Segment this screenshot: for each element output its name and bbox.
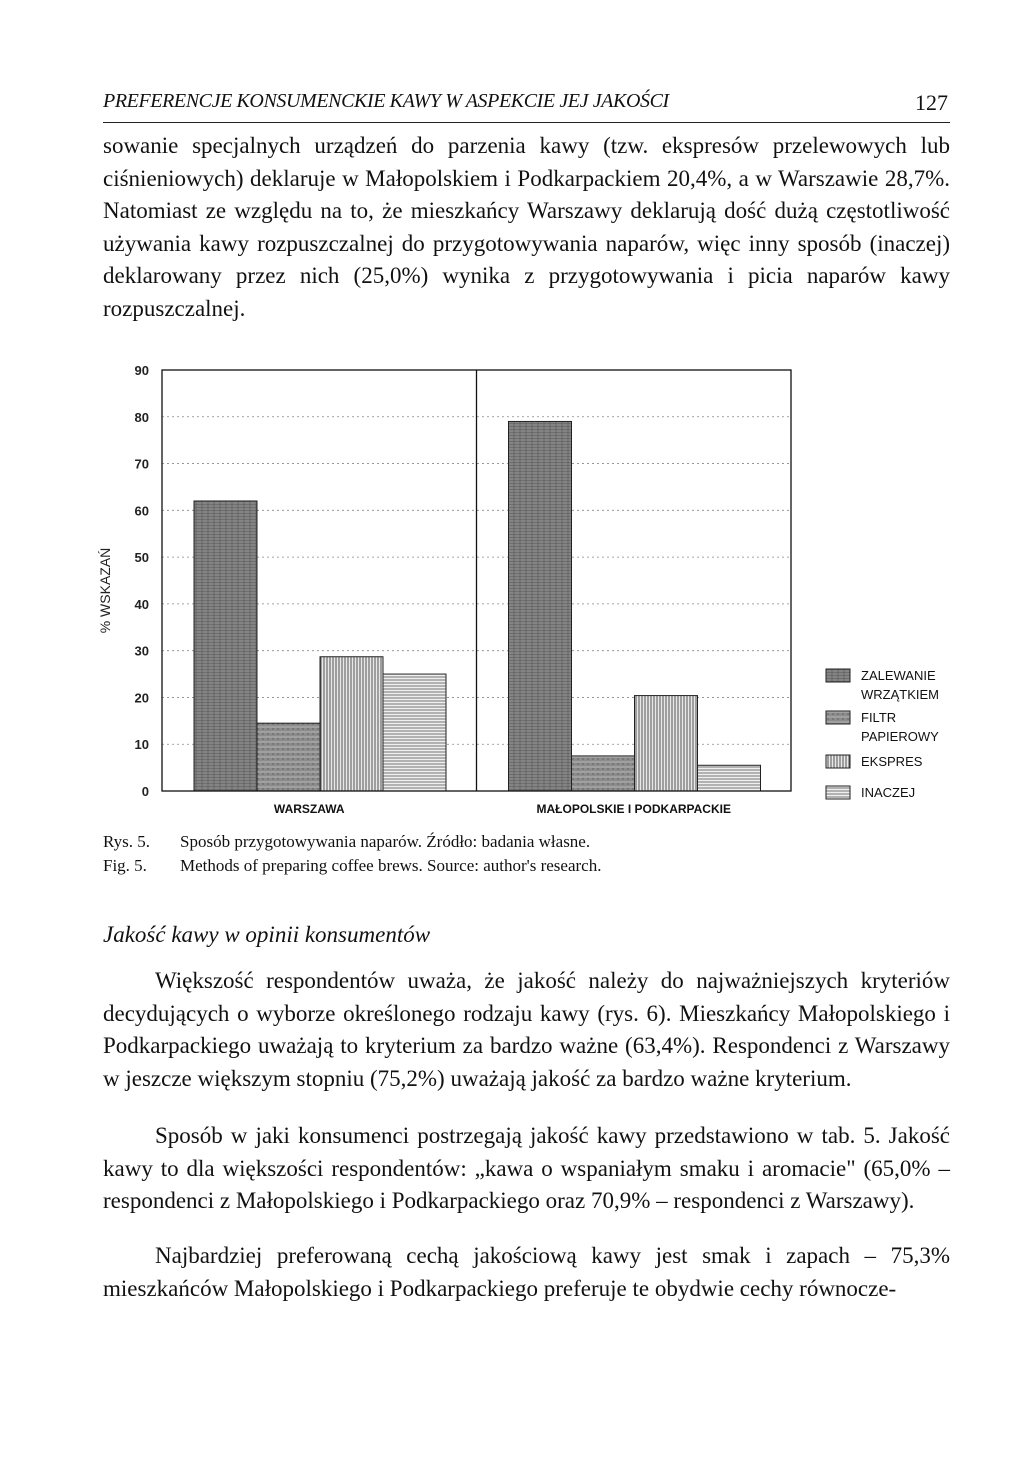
category-label: MAŁOPOLSKIE I PODKARPACKIE bbox=[536, 802, 731, 816]
intro-paragraph: sowanie specjalnych urządzeń do parzenia kawy (tzw. ekspresów przelewowych lub ciśnieniowych) deklaruje w Małopolskiem i Podkarpackiem 20,4%, a w Warszawie 28,7%. Natomiast ze względu na to, że mieszkańcy Warszawy deklarują dość dużą częstotliwość używania kawy rozpuszczalnej do przygotowywania naparów, więc inny sposób (inaczej) deklarowany przez nich (25,0%) wynika z przygotowywania i picia naparów kawy rozpuszczalnej. bbox=[103, 133, 950, 321]
y-tick-label: 10 bbox=[134, 737, 149, 753]
running-header bbox=[103, 88, 950, 123]
figure-caption-en bbox=[103, 856, 601, 876]
y-tick-label: 20 bbox=[134, 690, 149, 706]
page-number: 127 bbox=[915, 90, 948, 115]
y-tick-label: 70 bbox=[134, 456, 149, 472]
y-tick-label: 0 bbox=[141, 784, 149, 799]
body-paragraph: Sposób w jaki konsumenci postrzegają jakość kawy przedstawiono w tab. 5. Jakość kawy to dla większości respondentów: „kawa o wspaniałym smaku i aromacie" (65,0% – respondenci z Małopolskiego i Podkarpackiego oraz 70,9% – respondenci z Warszawy). bbox=[103, 1123, 950, 1213]
y-tick-label: 50 bbox=[134, 550, 149, 566]
bar-3-1 bbox=[320, 657, 383, 791]
legend-label: FILTR PAPIEROWY bbox=[861, 710, 939, 744]
bar-chart bbox=[80, 355, 960, 820]
y-tick-label: 90 bbox=[134, 363, 149, 378]
legend-swatch bbox=[826, 786, 850, 799]
section-heading: Jakość kawy w opinii konsumentów bbox=[103, 922, 431, 947]
legend-label: EKSPRES bbox=[861, 754, 923, 769]
y-tick-label: 30 bbox=[134, 643, 149, 659]
legend-label: ZALEWANIE WRZĄTKIEM bbox=[861, 668, 939, 702]
body-paragraph: Większość respondentów uważa, że jakość należy do najważniejszych kryteriów decydujących o wyborze określonego rodzaju kawy (rys. 6). Mieszkańcy Małopolskiego i Podkarpackiego uważają to kryterium za bardzo ważne (63,4%). Respondenci z Warszawy w jeszcze większym stopniu (75,2%) uważają jakość za bardzo ważne kryterium. bbox=[103, 968, 950, 1091]
y-axis-label: % WSKAZAŃ bbox=[97, 547, 113, 634]
caption-text: Sposób przygotowywania naparów. Źródło: badania własne. bbox=[180, 832, 591, 851]
running-title: PREFERENCJE KONSUMENCKIE KAWY W ASPEKCIE JEJ JAKOŚCI bbox=[103, 90, 669, 112]
figure-caption-pl bbox=[103, 832, 590, 852]
caption-text: Methods of preparing coffee brews. Source: author's research. bbox=[180, 856, 602, 875]
bar-2-1 bbox=[257, 723, 320, 791]
body-paragraph: Najbardziej preferowaną cechą jakościową kawy jest smak i zapach – 75,3% mieszkańców Małopolskiego i Podkarpackiego preferuje te obydwie cechy równocze- bbox=[103, 1243, 950, 1301]
legend-swatch bbox=[826, 711, 850, 724]
bar-4-1 bbox=[383, 674, 446, 791]
category-label: WARSZAWA bbox=[273, 802, 345, 816]
bar-1-2 bbox=[509, 421, 572, 791]
y-tick-label: 80 bbox=[134, 409, 149, 425]
bar-1-1 bbox=[194, 501, 257, 791]
legend-swatch bbox=[826, 669, 850, 682]
bar-2-2 bbox=[572, 756, 635, 791]
caption-label: Rys. 5. bbox=[103, 832, 151, 851]
bar-4-2 bbox=[698, 765, 761, 791]
caption-label: Fig. 5. bbox=[103, 856, 147, 875]
legend-label: INACZEJ bbox=[861, 785, 916, 800]
bar-3-2 bbox=[635, 696, 698, 791]
y-tick-label: 40 bbox=[134, 596, 149, 612]
legend-swatch bbox=[826, 755, 850, 768]
y-tick-label: 60 bbox=[134, 503, 149, 519]
